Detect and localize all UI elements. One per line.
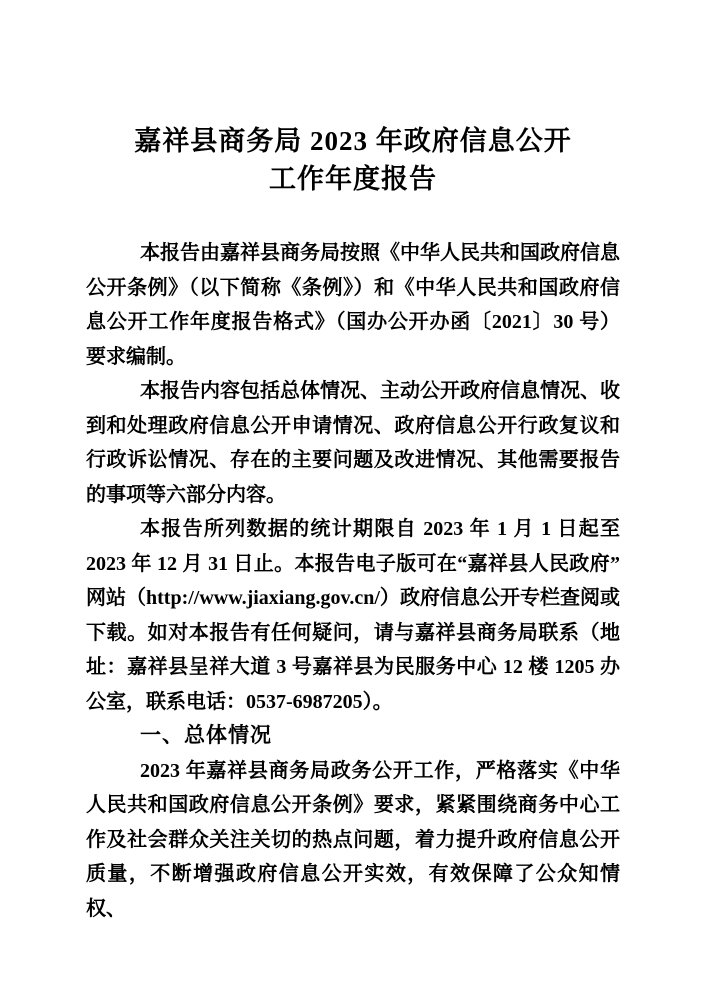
contents-paragraph: 本报告内容包括总体情况、主动公开政府信息情况、收到和处理政府信息公开申请情况、政府信息公开行政复议和行政诉讼情况、存在的主要问题及改进情况、其他需要报告的事项等六部分内容。 <box>86 380 620 506</box>
document-body <box>86 236 620 926</box>
document-title <box>40 122 666 198</box>
title-line-2: 工作年度报告 <box>269 164 437 194</box>
title-line-1: 嘉祥县商务局 2023 年政府信息公开 <box>134 126 572 156</box>
section-heading-overview: 一、总体情况 <box>140 724 272 747</box>
contact-paragraph: 本报告所列数据的统计期限自 2023 年 1 月 1 日起至 2023 年 12 月 31 日止。本报告电子版可在“嘉祥县人民政府”网站（http://www.jiaxiang.gov.cn/）政府信息公开专栏查阅或下载。如对本报告有任何疑问，请与嘉祥县商务局联系（地址：嘉祥县呈祥大道 3 号嘉祥县为民服务中心 12 楼 1205 办公室，联系电话：0537-6987205）。 <box>86 518 620 713</box>
intro-paragraph: 本报告由嘉祥县商务局按照《中华人民共和国政府信息公开条例》（以下简称《条例》）和《中华人民共和国政府信息公开工作年度报告格式》（国办公开办函〔2021〕30 号）要求编制。 <box>86 242 620 368</box>
overview-paragraph: 2023 年嘉祥县商务局政务公开工作，严格落实《中华人民共和国政府信息公开条例》要求，紧紧围绕商务中心工作及社会群众关注关切的热点问题，着力提升政府信息公开质量，不断增强政府信息公开实效，有效保障了公众知情权、 <box>86 759 620 920</box>
